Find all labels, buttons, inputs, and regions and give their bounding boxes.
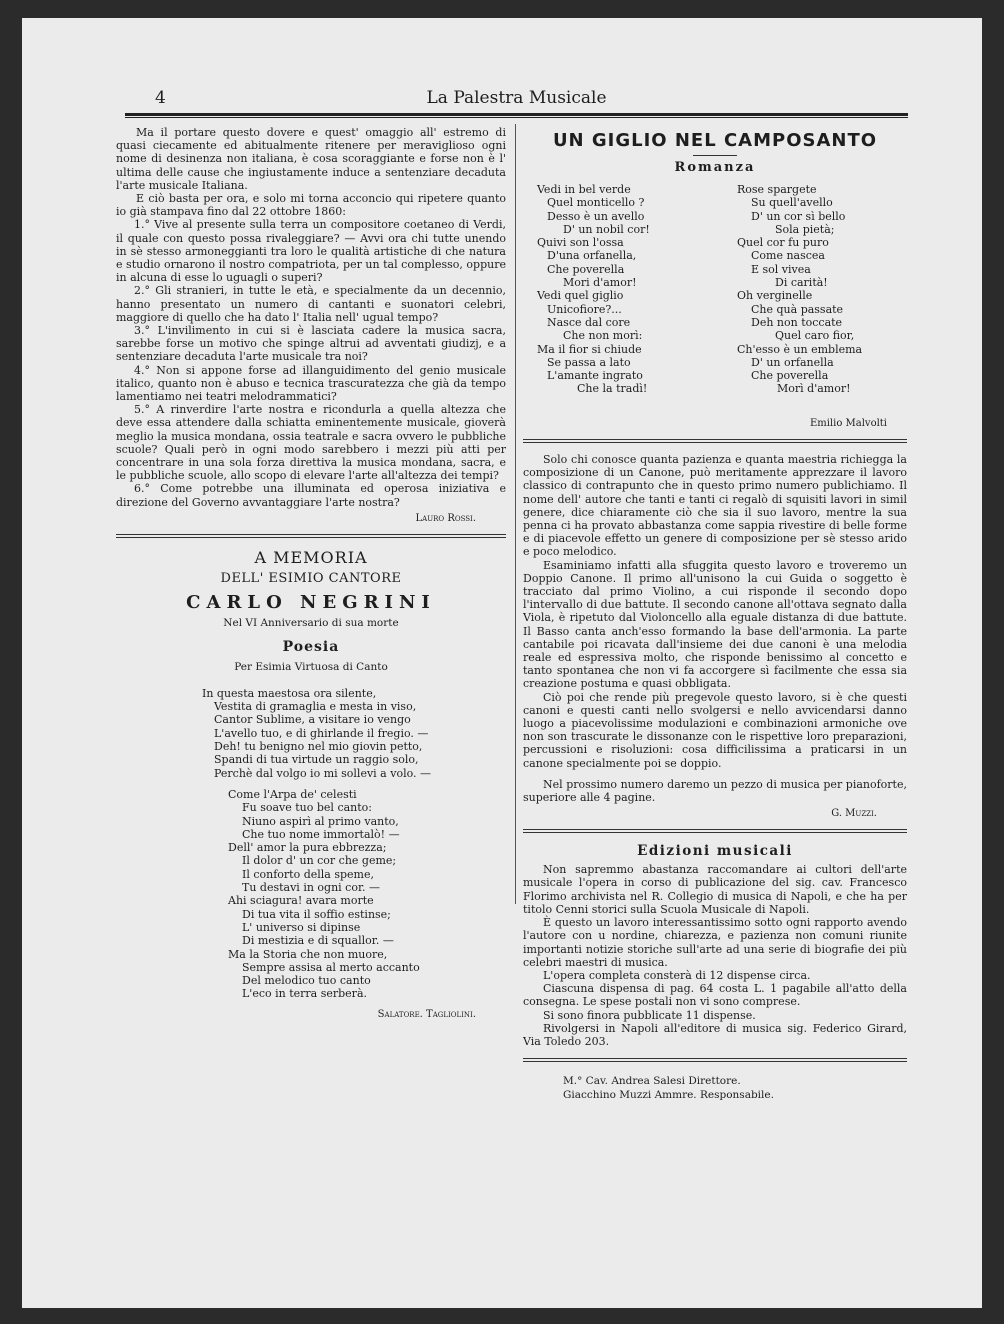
verse-line: Desso è un avello xyxy=(547,209,645,223)
edizioni-paragraph: È questo un lavoro interessantissimo sotto ogni rapporto avendo l'autore con u nordine, chiarezza, e pazienza non comuni riunite importanti notizie storiche sull'arte ad una serie di biografie dei più celebri maestri di musica. xyxy=(523,916,907,969)
poem-line: L' universo si dipinse xyxy=(242,920,361,934)
commento-section xyxy=(523,453,907,819)
essay-point: 4.° Non si appone forse ad illanguidimento del genio musicale italico, quanto non è abuso e tecnica trascuratezza che già da tempo lamentiamo nei teatri melodrammatici? xyxy=(116,363,506,404)
romanza-signature: Emilio Malvolti xyxy=(809,418,887,429)
poem-stanza-2 xyxy=(228,788,506,1001)
poem-dedication: Per Esimia Virtuosa di Canto xyxy=(234,660,388,673)
poem-line: Del melodico tuo canto xyxy=(242,974,371,988)
giglio-title: UN GIGLIO NEL CAMPOSANTO xyxy=(552,130,878,151)
memoria-anniversary: Nel VI Anniversario di sua morte xyxy=(223,616,399,629)
commento-paragraph: Ciò poi che rende più pregevole questo lavoro, si è che questi canoni e questi canti nello svolgersi e nello avvicendarsi danno luogo a piacevolissime modulazioni e combinazioni armoniche ove non son trascurate le dissonanze con le rispettive loro preparazioni, percussioni e risoluzioni: cosa difficilissima a praticarsi in un canone specialmente poi se doppio. xyxy=(523,690,907,770)
title-rule xyxy=(693,155,737,156)
edizioni-heading: Edizioni musicali xyxy=(637,843,793,860)
poem-line: Deh! tu benigno nel mio giovin petto, xyxy=(214,740,423,754)
edizioni-paragraph: Si sono finora pubblicate 11 dispense. xyxy=(543,1008,756,1022)
commento-paragraph: Solo chi conosce quanta pazienza e quanta maestria richiegga la composizione di un Canone, può meritamente apprezzare il lavoro classico di contrapunto che in questo primo numero publichiamo. Il nome dell' autore che tanti e tanti ci regalò di squisiti lavori in simil genere, dice chiaramente ciò che sia il suo lavoro, mentre la sua penna ci ha provato abbastanza come sappia rivestire di belle forme e di piacevole effetto un genere di composizione per sè stesso arido e poco melodico. xyxy=(523,453,907,559)
poem-line: Vestita di gramaglia e mesta in viso, xyxy=(214,700,417,714)
essay-point: 2.° Gli stranieri, in tutte le età, e specialmente da un decennio, hanno presentato un numero di cantanti e suonatori celebri, maggiore di quello che ha dato l' Italia nell' ugual tempo? xyxy=(116,284,506,324)
verse-line: D' un cor sì bello xyxy=(751,209,846,223)
commento-signature: G. Muzzi. xyxy=(831,808,877,820)
memoria-title: A MEMORIA xyxy=(254,547,368,567)
section-divider xyxy=(523,1058,907,1062)
verse-line: Quel caro fior, xyxy=(775,329,855,343)
poem-line: Perchè dal volgo io mi sollevi a volo. — xyxy=(214,766,432,780)
poem-line: Dell' amor la pura ebbrezza; xyxy=(228,841,387,855)
verse-line: Vedi quel giglio xyxy=(537,289,624,303)
verse-line: Su quell'avello xyxy=(751,196,833,210)
poesia-heading: Poesia xyxy=(282,638,340,655)
poem-line: In questa maestosa ora silente, xyxy=(202,686,377,700)
verse-line: Morì d'amor! xyxy=(777,382,851,396)
essay-point: 6.° Come potrebbe una illuminata ed operosa iniziativa e direzione del Governo avvantaggiare l'arte nostra? xyxy=(116,482,506,509)
verse-line: D'una orfanella, xyxy=(547,249,637,263)
essay-point: 3.° L'invilimento in cui si è lasciata cadere la musica sacra, sarebbe forse un motivo che spinge altrui ad avventati giudizj, e a sentenziare decaduta l'arte musicale tra noi? xyxy=(116,324,506,364)
essay-paragraph: Ma il portare questo dovere e quest' omaggio all' estremo di quasi ciecamente ed abitualmente ritenere per meraviglioso ogni nome di desinenza non italiana, è cosa scoraggiante e forse non è l' ultima delle cause che ingiustamente induce a sentenziare decaduta l'arte musicale Italiana. xyxy=(116,126,506,192)
verse-line: L'amante ingrato xyxy=(547,369,643,383)
poem-line: Ma la Storia che non muore, xyxy=(228,947,388,961)
verse-line: Se passa a lato xyxy=(547,355,631,369)
romanza-column-1 xyxy=(537,183,717,396)
poem-line: L'avello tuo, e di ghirlande il fregio. — xyxy=(214,726,429,740)
verse-line: Come nascea xyxy=(751,249,825,263)
verse-line: Mori d'amor! xyxy=(563,276,637,290)
left-column xyxy=(116,126,506,1020)
column-divider xyxy=(515,124,516,904)
section-divider xyxy=(116,534,506,538)
page-number: 4 xyxy=(155,88,166,108)
verse-line: Unicofiore?... xyxy=(547,302,622,316)
verse-line: Di carità! xyxy=(775,276,828,290)
edizioni-paragraph: Rivolgersi in Napoli all'editore di musica sig. Federico Girard, Via Toledo 203. xyxy=(523,1021,907,1048)
poem-line: Fu soave tuo bel canto: xyxy=(242,801,373,815)
verse-line: Che poverella xyxy=(547,262,625,276)
essay-paragraph: E ciò basta per ora, e solo mi torna acconcio qui ripetere quanto io già stampava fino dal 22 ottobre 1860: xyxy=(116,192,506,219)
poem-line: Spandi di tua virtude un raggio solo, xyxy=(214,753,419,767)
verse-line: Nasce dal core xyxy=(547,315,631,329)
verse-line: Che quà passate xyxy=(751,302,844,316)
poem-line: L'eco in terra serberà. xyxy=(242,987,367,1001)
commento-paragraph: Nel prossimo numero daremo un pezzo di musica per pianoforte, superiore alle 4 pagine. xyxy=(523,777,907,805)
poem-line: Che tuo nome immortalò! — xyxy=(242,827,400,841)
essay xyxy=(116,126,506,524)
essay-point: 5.° A rinverdire l'arte nostra e ricondurla a quella altezza che deve essa attendere dalla schiatta eminentemente musicale, gioverà meglio la musica mondana, ossia teatrale e sacra ovvero le pubbliche scuole? Quali però in ogni modo sarebbero i mezzi più atti per concentrare in una sola forza direttiva la musica mondana, sacra, e le pubbliche scuole, allo scopo di elevare l'arte all'altezza dei tempi? xyxy=(116,403,506,483)
poem-line: Ahi sciagura! avara morte xyxy=(228,894,374,908)
verse-line: Oh verginelle xyxy=(737,289,813,303)
verse-line: E sol vivea xyxy=(751,262,811,276)
verse-line: Quel monticello ? xyxy=(547,196,645,210)
poem-line: Il conforto della speme, xyxy=(242,867,374,881)
poem-line: Come l'Arpa de' celesti xyxy=(228,787,357,801)
masthead-credits xyxy=(563,1074,907,1102)
commento-paragraph: Esaminiamo infatti alla sfuggita questo lavoro e troveremo un Doppio Canone. Il primo all'unisono la cui Guida o soggetto è tracciato dal primo Violino, a cui risponde il secondo dopo l'intervallo di due battute. Il secondo canone all'ottava segnato dalla Viola, è ripetuto dal Violoncello alla eguale distanza di due battute. Il Basso canta anch'esso formando la base dell'armonia. La parte cantabile poi ricavata dall'insieme dei due canoni è una melodia reale ed espressiva molto, che risponde benissimo al concetto e tanto spontanea che non vi fa accorgere sì facilmente che essa sia creazione postuma e quasi obbligata. xyxy=(523,558,907,691)
poem-line: Di tua vita il soffio estinse; xyxy=(242,907,391,921)
verse-line: Quel cor fu puro xyxy=(737,236,829,250)
edizioni-paragraph: Non sapremmo abastanza raccomandare ai cultori dell'arte musicale l'opera in corso di publicazione del sig. cav. Francesco Florimo archivista nel R. Collegio di musica di Napoli, e che ha per titolo Cenni storici sulla Scuola Musicale di Napoli. xyxy=(523,863,907,916)
verse-line: D' un orfanella xyxy=(751,355,834,369)
verse-line: Quivi son l'ossa xyxy=(537,236,624,250)
director-line: M.° Cav. Andrea Salesi Direttore. xyxy=(563,1075,741,1088)
edizioni-paragraph: L'opera completa consterà di 12 dispense circa. xyxy=(543,968,811,982)
verse-line: Ch'esso è un emblema xyxy=(737,342,863,356)
romanza-column-2 xyxy=(737,183,897,396)
poem-stanza-1 xyxy=(202,687,506,780)
memoria-name: CARLO NEGRINI xyxy=(186,591,436,613)
poem-line: Sempre assisa al merto accanto xyxy=(242,960,420,974)
memoria-section xyxy=(116,548,506,1020)
section-divider xyxy=(523,829,907,833)
verse-line: Ma il fior si chiude xyxy=(537,342,642,356)
essay-point: 1.° Vive al presente sulla terra un compositore coetaneo di Verdi, il quale con questo possa rivaleggiare? — Avvi ora chi tutte unendo in sè stesso armoneggianti tra loro le qualità artistiche di che natura e studio ornarono il nostro compatriota, per un tal complesso, oppure in alcuna di esse lo uguagli o superi? xyxy=(116,218,506,285)
section-divider xyxy=(523,439,907,443)
verse-line: Rose spargete xyxy=(737,183,817,196)
edizioni-paragraph: Ciascuna dispensa di pag. 64 costa L. 1 pagabile all'atto della consegna. Le spese postali non vi sono comprese. xyxy=(523,982,907,1009)
page-header xyxy=(125,88,908,110)
verse-line: Che poverella xyxy=(751,369,829,383)
right-column xyxy=(523,126,907,1102)
verse-line: Che la tradì! xyxy=(577,382,648,396)
verse-line: Deh non toccate xyxy=(751,315,843,329)
manager-line: Giacchino Muzzi Ammre. Responsabile. xyxy=(563,1089,774,1102)
romanza-verses xyxy=(523,183,907,418)
poem-line: Cantor Sublime, a visitare io vengo xyxy=(214,713,411,727)
edizioni-section xyxy=(523,843,907,1048)
verse-line: Che non morì: xyxy=(563,329,643,343)
newspaper-title: La Palestra Musicale xyxy=(426,88,607,108)
essay-signature: Lauro Rossi. xyxy=(415,512,476,524)
poem-line: Di mestizia e di squallor. — xyxy=(242,934,394,948)
verse-line: Sola pietà; xyxy=(775,222,835,236)
poem-signature: Salatore. Tagliolini. xyxy=(377,1008,476,1020)
poem-line: Niuno aspirì al primo vanto, xyxy=(242,814,399,828)
verse-line: D' un nobil cor! xyxy=(563,222,650,236)
verse-line: Vedi in bel verde xyxy=(537,183,631,196)
giglio-section xyxy=(523,130,907,429)
header-rule xyxy=(125,113,908,118)
poem-line: Tu destavi in ogni cor. — xyxy=(242,881,381,895)
romanza-heading: Romanza xyxy=(674,160,756,175)
poem-line: Il dolor d' un cor che geme; xyxy=(242,854,397,868)
memoria-subtitle: DELL' ESIMIO CANTORE xyxy=(220,570,402,586)
